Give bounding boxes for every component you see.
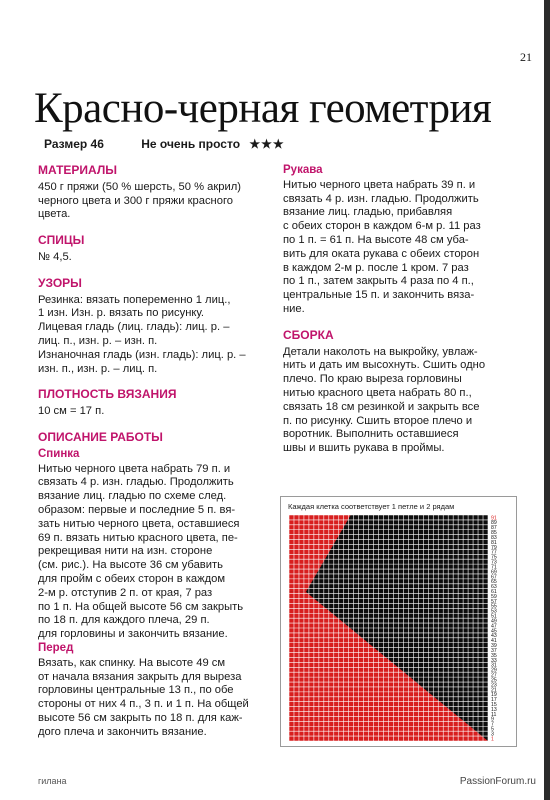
page-number: 21 <box>520 50 532 64</box>
chart-row-label: 41 <box>491 638 497 645</box>
sleeves-section <box>283 164 509 317</box>
text-line: по 18 п. для каждого плеча, 29 п. <box>38 614 210 627</box>
text-line: 10 см = 17 п. <box>38 405 105 418</box>
text-line: цвета. <box>38 208 71 221</box>
materials-text <box>38 181 270 222</box>
chart-row-label: 55 <box>491 603 497 610</box>
chart-row-label: 47 <box>491 623 497 630</box>
materials-heading: МАТЕРИАЛЫ <box>38 163 118 177</box>
chart-row-label: 23 <box>491 682 497 689</box>
chart-row-label: 75 <box>491 554 497 561</box>
chart-row-label: 1 <box>491 736 494 743</box>
patterns-section <box>38 277 270 377</box>
text-line: (см. рис.). На высоте 36 см убавить <box>38 559 223 572</box>
text-line: нитью красного цвета набрать 80 п., <box>283 386 472 399</box>
text-line: стороны от них 4 п., 3 п. и 1 п. На общей <box>38 698 249 711</box>
chart-row-label: 39 <box>491 643 497 650</box>
text-line: по 1 п., затем закрыть 4 раза по 4 п., <box>283 275 474 288</box>
text-line: воротник. Выполнить оставшиеся <box>283 428 459 441</box>
work-section <box>38 431 270 740</box>
text-line: Вязать, как спинку. На высоте 49 см <box>38 656 226 669</box>
size-label: Размер 46 <box>44 137 104 151</box>
chart-row-label: 79 <box>491 544 497 551</box>
chart-row-label: 81 <box>491 539 497 546</box>
text-line: плечо. По краю выреза горловины <box>283 373 462 386</box>
text-line: высоте 56 см закрыть по 18 п. для каж- <box>38 711 243 724</box>
chart-row-label: 59 <box>491 593 497 600</box>
difficulty-label: Не очень просто <box>141 137 241 151</box>
text-line: швы и вшить рукава в проймы. <box>283 442 445 455</box>
text-line: горловины центральные 13 п., по обе <box>38 684 234 697</box>
knitting-chart <box>280 496 517 747</box>
text-line: связать 18 см резинкой и закрыть все <box>283 400 480 413</box>
text-line: Резинка: вязать попеременно 1 лиц., <box>38 293 231 306</box>
text-line: Изнаночная гладь (изн. гладь): лиц. р. – <box>38 348 246 361</box>
pattern-meta <box>44 137 285 151</box>
chart-row-label: 5 <box>491 726 494 733</box>
patterns-heading: УЗОРЫ <box>38 275 82 290</box>
right-column <box>283 164 509 468</box>
chart-row-label: 91 <box>491 515 497 522</box>
text-line: 2-м р. отступив 2 п. от края, 7 раз <box>38 586 213 599</box>
chart-row-label: 87 <box>491 525 497 532</box>
chart-row-label: 45 <box>491 628 497 635</box>
chart-row-label: 43 <box>491 633 497 640</box>
chart-row-label: 37 <box>491 647 497 654</box>
page-edge-strip <box>544 0 550 800</box>
text-line: зать нитью черного цвета, оставшиеся <box>38 517 240 530</box>
chart-row-label: 25 <box>491 677 497 684</box>
work-heading: ОПИСАНИЕ РАБОТЫ <box>38 429 163 444</box>
text-line: вязание лиц. гладью, прибавляя <box>283 206 453 219</box>
text-line: нить и дать им высохнуть. Сшить одно <box>283 359 486 372</box>
density-section <box>38 388 270 419</box>
text-line: вязание лиц. гладью по схеме след. <box>38 490 227 503</box>
chart-row-label: 53 <box>491 608 497 615</box>
chart-caption: Каждая клетка соответствует 1 петле и 2 рядам <box>288 502 455 511</box>
chart-row-label: 63 <box>491 584 497 591</box>
chart-row-label: 19 <box>491 692 497 699</box>
left-column <box>38 164 270 739</box>
text-line: с обеих сторон в каждом 6-м р. 11 раз <box>283 220 481 233</box>
chart-row-label: 65 <box>491 579 497 586</box>
chart-row-label: 71 <box>491 564 497 571</box>
chart-row-label: 69 <box>491 569 497 576</box>
text-line: ние. <box>283 302 305 315</box>
density-heading: ПЛОТНОСТЬ ВЯЗАНИЯ <box>38 387 177 402</box>
footer-watermark: PassionForum.ru <box>459 776 536 787</box>
needles-section <box>38 234 270 265</box>
text-line: 450 г пряжи (50 % шерсть, 50 % акрил) <box>38 180 241 193</box>
chart-row-label: 49 <box>491 618 497 625</box>
text-line: центральные 15 п. и закончить вяза- <box>283 289 475 302</box>
chart-row-label: 7 <box>491 721 494 728</box>
chart-row-label: 67 <box>491 574 497 581</box>
text-line: Лицевая гладь (лиц. гладь): лиц. р. – <box>38 321 230 334</box>
text-line: для горловины и закончить вязание. <box>38 628 228 641</box>
chart-row-label: 31 <box>491 662 497 669</box>
footer-brand: гилана <box>38 776 67 786</box>
page-title: Красно-черная геометрия <box>34 85 492 132</box>
materials-section <box>38 164 270 222</box>
chart-row-label: 17 <box>491 697 497 704</box>
text-line: изн. п., изн. р. – лиц. п. <box>38 362 158 375</box>
text-line: вить для оката рукава с обеих сторон <box>283 247 480 260</box>
text-line: № 4,5. <box>38 250 72 263</box>
text-line: связать 4 р. изн. гладью. Продолжить <box>38 476 234 489</box>
chart-row-label: 29 <box>491 667 497 674</box>
chart-row-label: 51 <box>491 613 497 620</box>
text-line: по 1 п. = 61 п. На высоте 48 см уба- <box>283 233 469 246</box>
sleeves-heading: Рукава <box>283 164 323 176</box>
needles-heading: СПИЦЫ <box>38 233 85 248</box>
front-heading: Перед <box>38 641 74 654</box>
chart-row-label: 13 <box>491 706 497 713</box>
chart-row-label: 33 <box>491 657 497 664</box>
chart-row-label: 89 <box>491 520 497 527</box>
text-line: рекрещивая нити на изн. стороне <box>38 545 213 558</box>
text-line: лиц. п., изн. р. – изн. п. <box>38 334 158 347</box>
chart-grid <box>281 497 518 748</box>
text-line: черного цвета и 300 г пряжи красного <box>38 194 234 207</box>
text-line: 69 п. вязать нитью красного цвета, пе- <box>38 531 238 544</box>
assembly-section <box>283 329 509 456</box>
chart-row-label: 21 <box>491 687 497 694</box>
text-line: по 1 п. На общей высоте 56 см закрыть <box>38 600 244 613</box>
chart-row-label: 15 <box>491 702 497 709</box>
text-line: Детали наколоть на выкройку, увлаж- <box>283 345 478 358</box>
chart-row-label: 73 <box>491 559 497 566</box>
chart-row-label: 57 <box>491 598 497 605</box>
assembly-heading: СБОРКА <box>283 327 334 342</box>
chart-row-label: 11 <box>491 711 497 718</box>
chart-row-label: 83 <box>491 534 497 541</box>
text-line: 1 изн. Изн. р. вязать по рисунку. <box>38 307 204 320</box>
text-line: в каждом 2-м р. после 1 кром. 7 раз <box>283 261 469 274</box>
back-heading: Спинка <box>38 447 80 460</box>
chart-row-label: 9 <box>491 716 494 723</box>
text-line: Нитью черного цвета набрать 39 п. и <box>283 178 476 191</box>
text-line: для пройм с обеих сторон в каждом <box>38 572 226 585</box>
chart-row-label: 85 <box>491 530 497 537</box>
chart-row-label: 77 <box>491 549 497 556</box>
text-line: связать 4 р. изн. гладью. Продолжить <box>283 192 479 205</box>
text-line: п. по рисунку. Сшить второе плечо и <box>283 414 473 427</box>
chart-row-label: 35 <box>491 652 497 659</box>
difficulty-stars: ★★★ <box>249 137 285 151</box>
chart-row-label: 61 <box>491 589 497 596</box>
text-line: Нитью черного цвета набрать 79 п. и <box>38 462 231 475</box>
text-line: дого плеча и закончить вязание. <box>38 725 207 738</box>
chart-row-label: 27 <box>491 672 497 679</box>
text-line: образом: первые и последние 5 п. вя- <box>38 503 236 516</box>
text-line: от начала вязания закрыть для выреза <box>38 670 242 683</box>
chart-row-label: 3 <box>491 731 494 738</box>
